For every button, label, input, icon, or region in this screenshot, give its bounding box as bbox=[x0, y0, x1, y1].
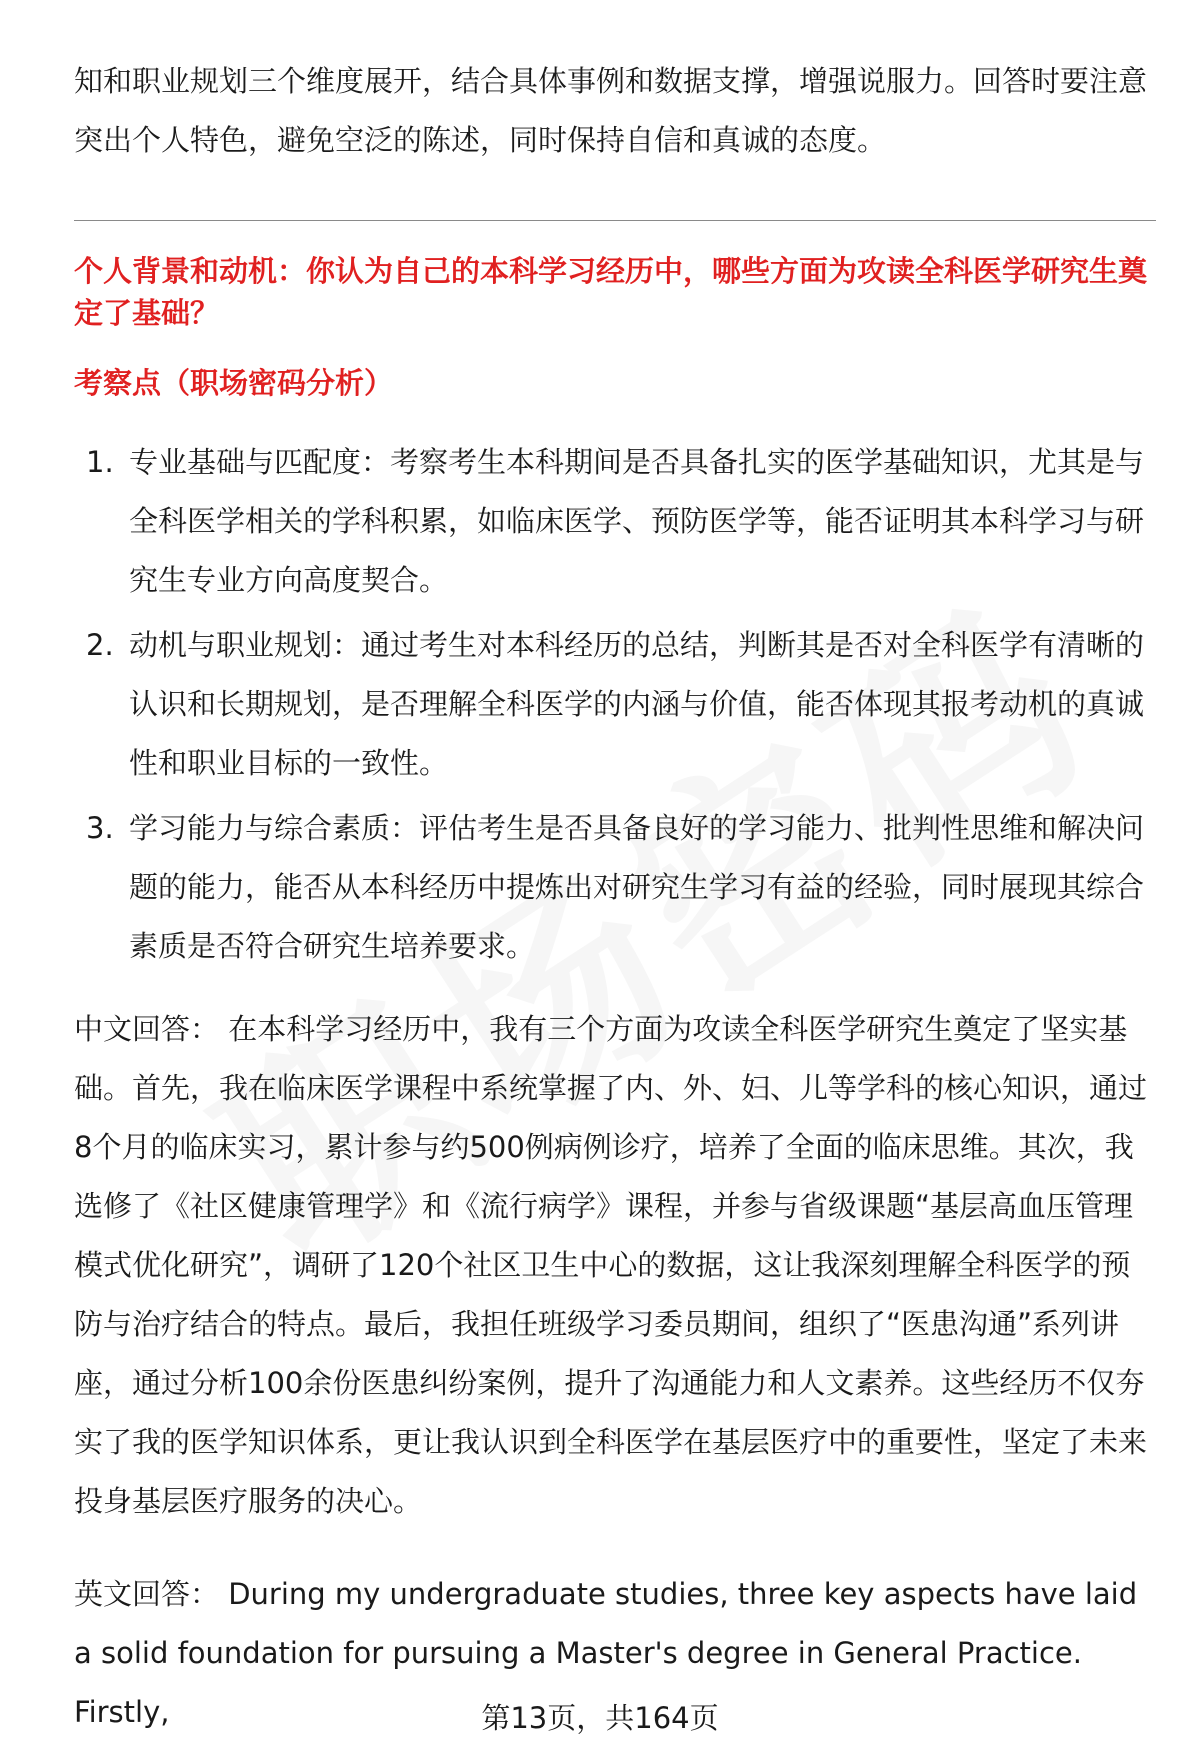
chinese-answer: 中文回答： 在本科学习经历中，我有三个方面为攻读全科医学研究生奠定了坚实基础。首先，我在临床医学课程中系统掌握了内、外、妇、儿等学科的核心知识，通过8个月的临床实习，累计参与约500例病例诊疗，培养了全面的临床思维。其次，我选修了《社区健康管理学》和《流行病学》课程，并参与省级课题“基层高血压管理模式优化研究”，调研了120个社区卫生中心的数据，这让我深刻理解全科医学的预防与治疗结合的特点。最后，我担任班级学习委员期间，组织了“医患沟通”系列讲座，通过分析100余份医患纠纷案例，提升了沟通能力和人文素养。这些经历不仅夯实了我的医学知识体系，更让我认识到全科医学在基层医疗中的重要性，坚定了未来投身基层医疗服务的决心。 bbox=[74, 1012, 1148, 1518]
list-item bbox=[74, 616, 1159, 793]
list-item-text: 动机与职业规划：通过考生对本科经历的总结，判断其是否对全科医学有清晰的认识和长期规划，是否理解全科医学的内涵与价值，能否体现其报考动机的真诚性和职业目标的一致性。 bbox=[129, 628, 1145, 780]
page-number: 第13页，共164页 bbox=[481, 1701, 719, 1735]
analysis-list bbox=[74, 433, 1159, 982]
list-number: 3. bbox=[86, 811, 114, 845]
question-heading: 个人背景和动机：你认为自己的本科学习经历中，哪些方面为攻读全科医学研究生奠定了基础？ bbox=[74, 254, 1148, 330]
list-item-text: 专业基础与匹配度：考察考生本科期间是否具备扎实的医学基础知识，尤其是与全科医学相关的学科积累，如临床医学、预防医学等，能否证明其本科学习与研究生专业方向高度契合。 bbox=[129, 445, 1145, 597]
list-item bbox=[74, 799, 1159, 976]
intro-paragraph: 知和职业规划三个维度展开，结合具体事例和数据支撑，增强说服力。回答时要注意突出个人特色，避免空泛的陈述，同时保持自信和真诚的态度。 bbox=[74, 64, 1148, 157]
list-item-text: 学习能力与综合素质：评估考生是否具备良好的学习能力、批判性思维和解决问题的能力，能否从本科经历中提炼出对研究生学习有益的经验，同时展现其综合素质是否符合研究生培养要求。 bbox=[129, 811, 1145, 963]
section-divider bbox=[74, 220, 1156, 221]
analysis-heading: 考察点（职场密码分析） bbox=[74, 366, 394, 400]
list-item bbox=[74, 433, 1159, 610]
list-number: 1. bbox=[86, 445, 114, 479]
list-number: 2. bbox=[86, 628, 114, 662]
english-answer: 英文回答： During my undergraduate studies, three key aspects have laid a solid foundation for pursuing a Master's degree in General Practice. Firstly, bbox=[74, 1577, 1138, 1729]
